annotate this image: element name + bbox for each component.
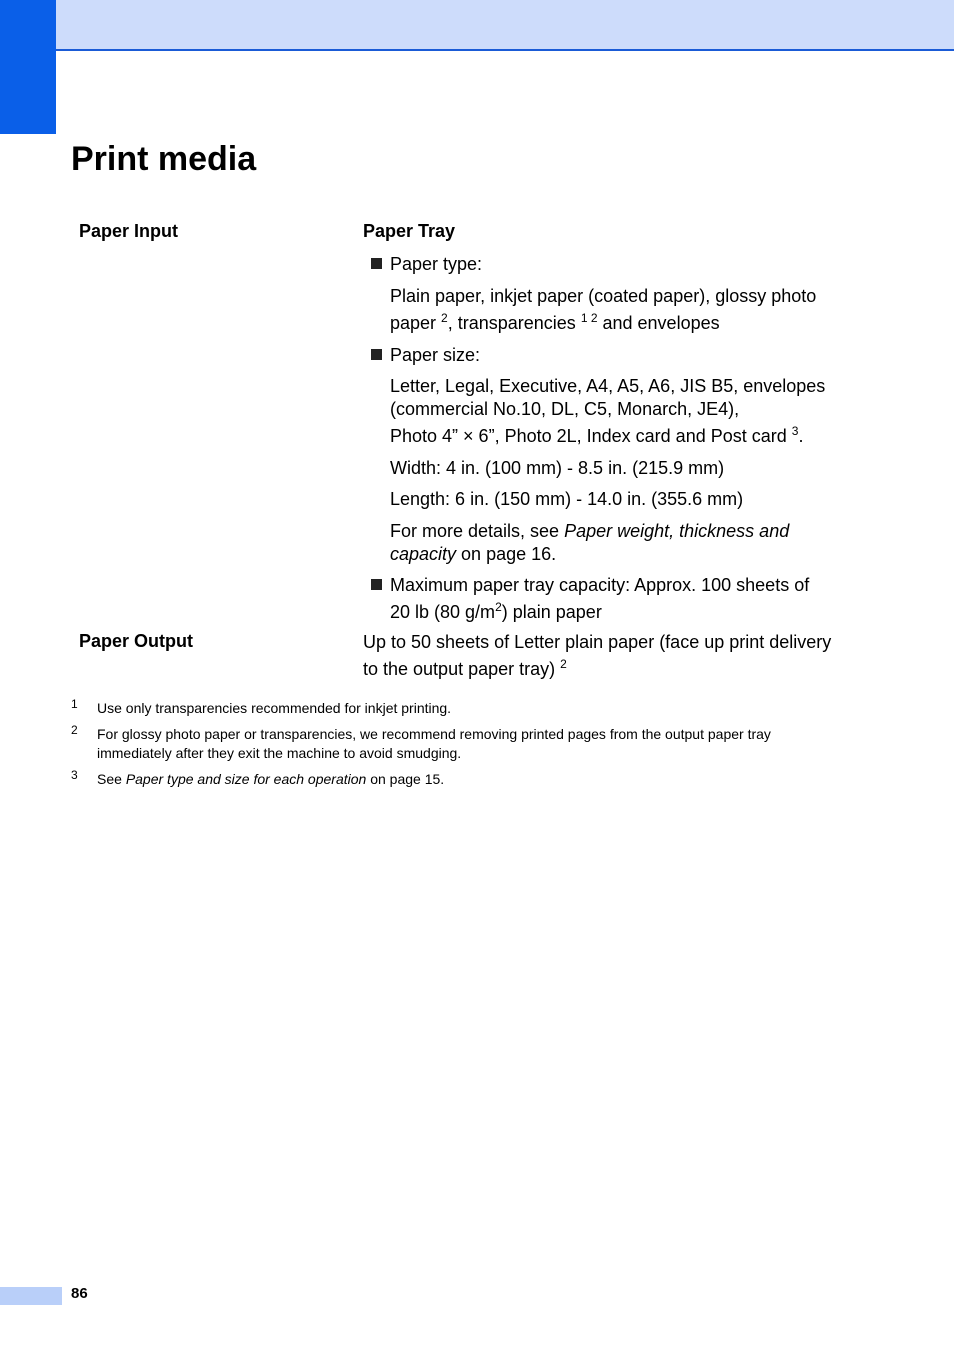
bullet-icon <box>371 258 382 269</box>
paper-size-label: Paper size: <box>390 345 481 365</box>
paper-size-line: Letter, Legal, Executive, A4, A5, A6, JIS B5, envelopes <box>390 376 826 396</box>
capacity-line: Maximum paper tray capacity: Approx. 100 sheets of <box>390 575 810 595</box>
paper-type-label: Paper type: <box>390 254 483 274</box>
footnote-number: 3 <box>71 768 78 782</box>
details-line: For more details, see Paper weight, thickness and <box>390 521 790 541</box>
footnote-text: For glossy photo paper or transparencies, we recommend removing printed pages from the output paper tray <box>97 726 771 742</box>
superscript: 2 <box>495 600 502 614</box>
paper-type-line: Plain paper, inkjet paper (coated paper), glossy photo <box>390 286 817 306</box>
page-number: 86 <box>71 1285 88 1302</box>
page-number-tab <box>0 1287 62 1305</box>
bullet-icon <box>371 349 382 360</box>
bullet-icon <box>371 579 382 590</box>
footnote-ref[interactable]: 1 2 <box>580 311 598 325</box>
paper-size-line: (commercial No.10, DL, C5, Monarch, JE4), <box>390 399 740 419</box>
footnote-text: immediately after they exit the machine to avoid smudging. <box>97 745 462 761</box>
output-line: Up to 50 sheets of Letter plain paper (face up print delivery <box>363 632 832 652</box>
footnote-number: 1 <box>71 697 78 711</box>
header-band <box>0 0 954 51</box>
footnote-text: Use only transparencies recommended for inkjet printing. <box>97 700 452 716</box>
footnote-text: See Paper type and size for each operation on page 15. <box>97 771 445 787</box>
length-line: Length: 6 in. (150 mm) - 14.0 in. (355.6 mm) <box>390 489 744 509</box>
page-title: Print media <box>71 140 257 178</box>
cross-reference-link[interactable]: capacity <box>390 544 457 564</box>
footnote-number: 2 <box>71 723 78 737</box>
footnote-ref[interactable]: 2 <box>560 657 567 671</box>
output-line: to the output paper tray) $^2$ <box>363 657 567 679</box>
paper-input-label: Paper Input <box>79 221 179 241</box>
paper-size-line: Photo 4” × 6”, Photo 2L, Index card and Post card $^3$. <box>390 424 804 446</box>
cross-reference-link[interactable]: Paper weight, thickness and <box>564 521 790 541</box>
paper-tray-heading: Paper Tray <box>363 221 456 241</box>
chapter-tab <box>0 0 56 134</box>
footnote-ref[interactable]: 3 <box>791 424 799 438</box>
details-line: capacity on page 16. <box>390 544 557 564</box>
paper-output-label: Paper Output <box>79 631 194 651</box>
cross-reference-link[interactable]: Paper type and size for each operation <box>125 771 367 787</box>
paper-type-line: paper $^2$, transparencies $^{1 2}$ and envelopes <box>390 311 720 333</box>
width-line: Width: 4 in. (100 mm) - 8.5 in. (215.9 mm) <box>390 458 725 478</box>
footnote-ref[interactable]: 2 <box>441 311 448 325</box>
capacity-line: 20 lb (80 $g/m^2$) plain paper <box>390 600 602 622</box>
